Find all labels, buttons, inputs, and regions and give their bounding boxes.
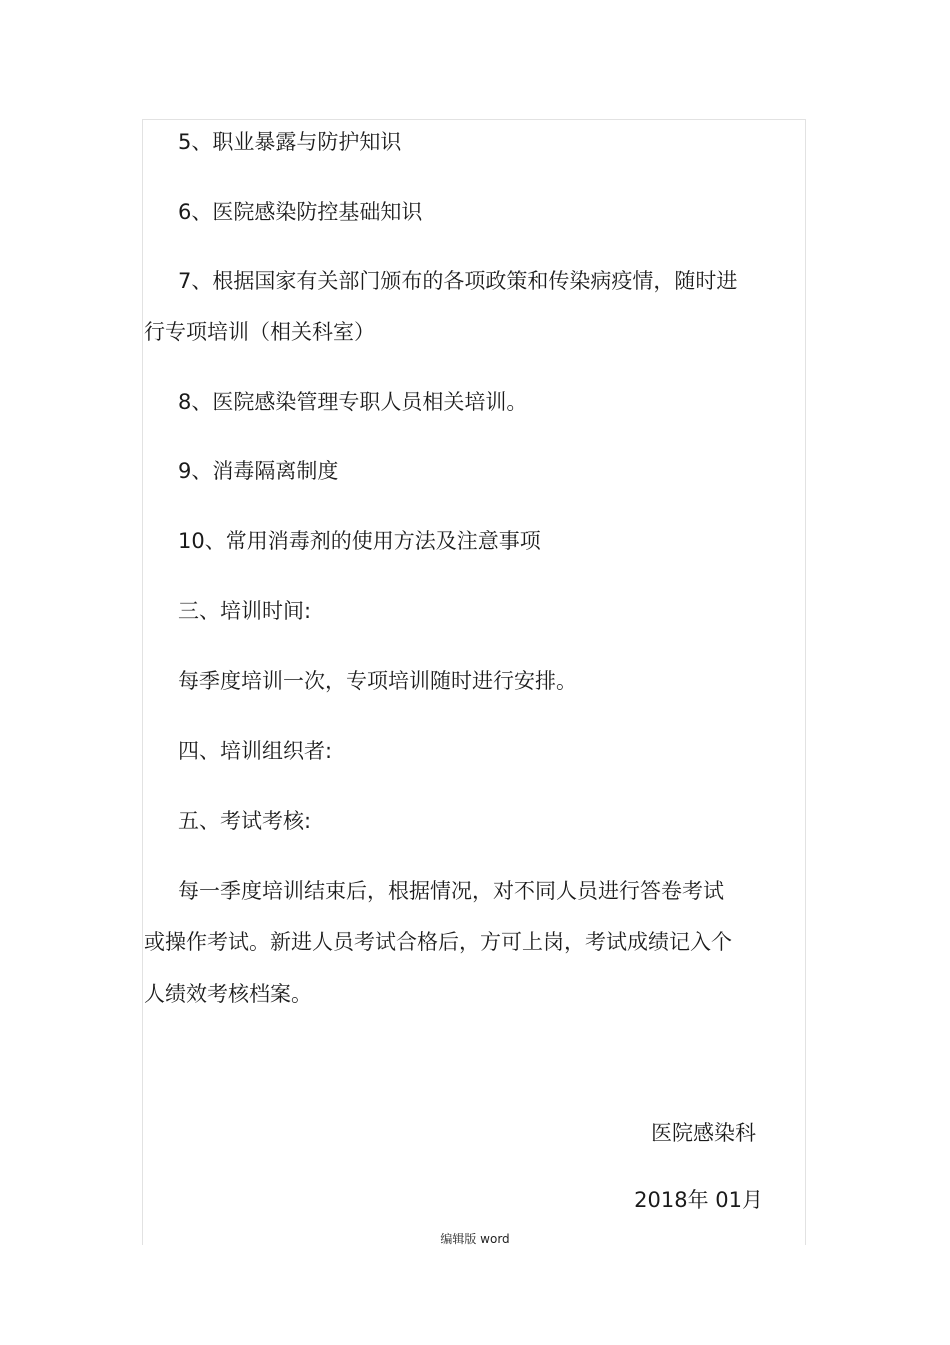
list-item-9: 9、消毒隔离制度 — [178, 459, 339, 483]
list-item-7-line-1: 7、根据国家有关部门颁布的各项政策和传染病疫情，随时进 — [178, 269, 738, 293]
section-3-body: 每季度培训一次，专项培训随时进行安排。 — [178, 669, 577, 693]
list-item-8: 8、医院感染管理专职人员相关培训。 — [178, 390, 528, 414]
date: 2018年 01月 — [634, 1188, 763, 1212]
section-5-body-line-2: 或操作考试。新进人员考试合格后，方可上岗，考试成绩记入个 — [144, 930, 732, 954]
section-3-title: 三、培训时间: — [178, 599, 312, 623]
section-5-body-line-1: 每一季度培训结束后，根据情况，对不同人员进行答卷考试 — [178, 879, 724, 903]
list-item-7-line-2: 行专项培训（相关科室） — [144, 320, 375, 344]
section-5-title: 五、考试考核: — [178, 809, 312, 833]
signature: 医院感染科 — [651, 1121, 756, 1145]
list-item-10: 10、常用消毒剂的使用方法及注意事项 — [178, 529, 541, 553]
page-footer: 编辑版 word — [440, 1232, 510, 1246]
list-item-5: 5、职业暴露与防护知识 — [178, 130, 402, 154]
list-item-6: 6、医院感染防控基础知识 — [178, 200, 423, 224]
section-4-title: 四、培训组织者: — [178, 739, 333, 763]
section-5-body-line-3: 人绩效考核档案。 — [144, 982, 312, 1006]
